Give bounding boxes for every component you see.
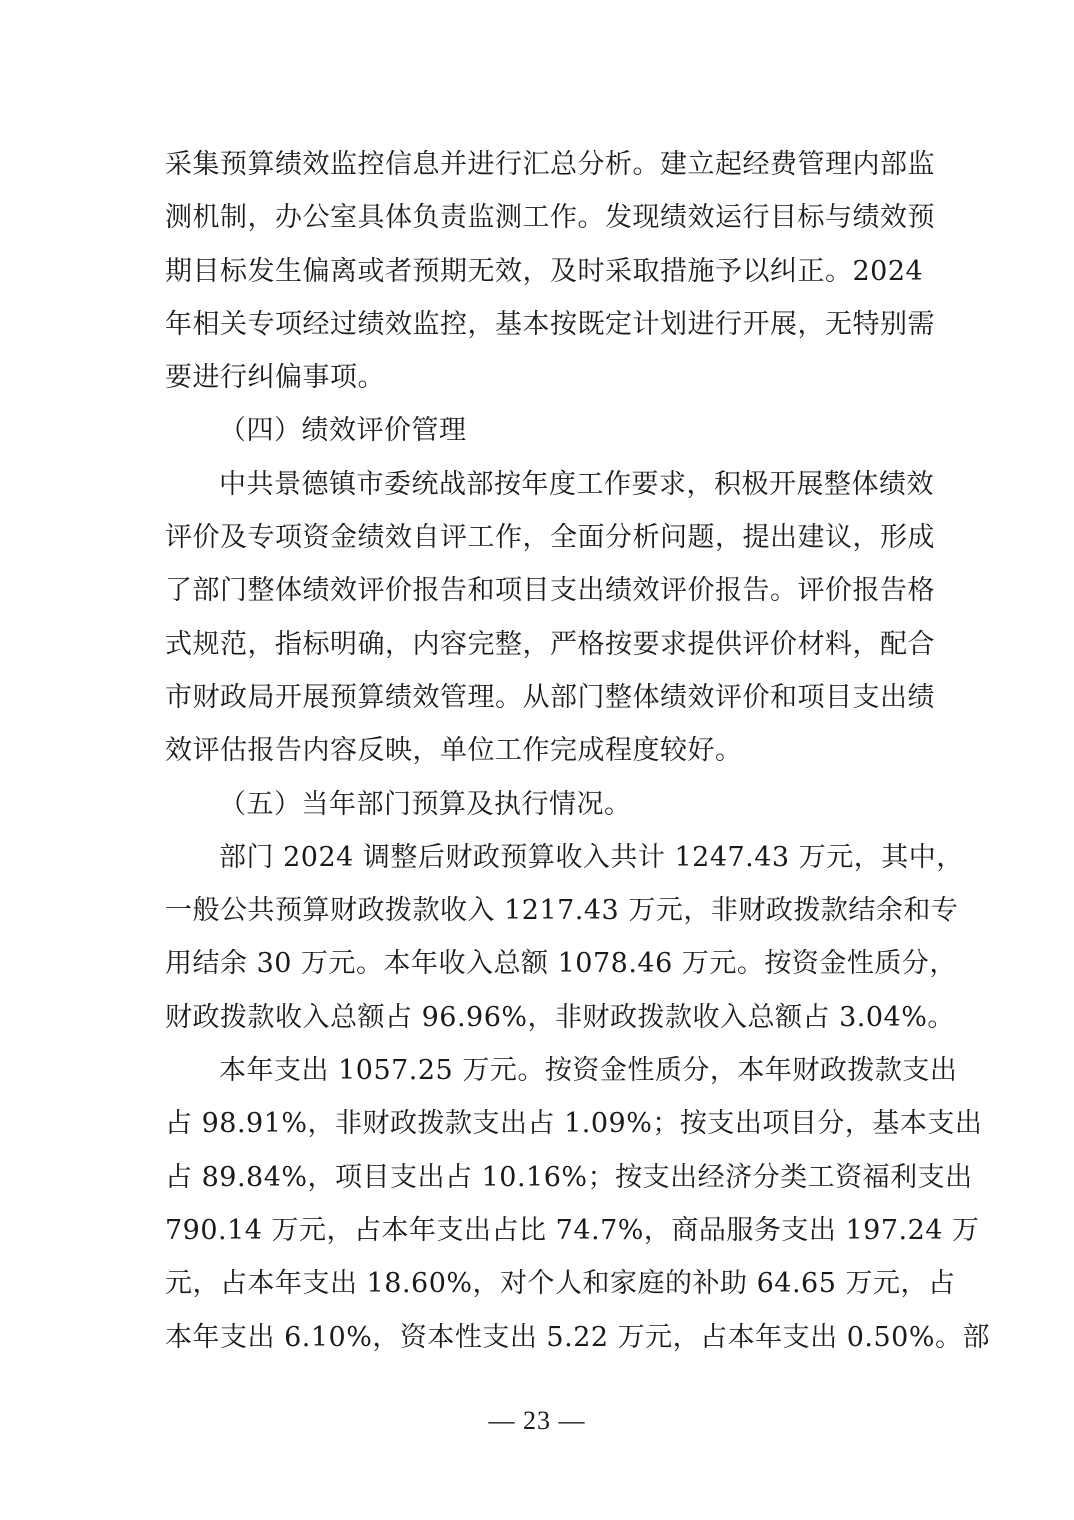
section-heading bbox=[165, 404, 913, 457]
text-line: 部门 2024 调整后财政预算收入共计 1247.43 万元，其中， bbox=[219, 841, 964, 873]
text-line: 一般公共预算财政拨款收入 1217.43 万元，非财政拨款结余和专 bbox=[165, 895, 959, 927]
paragraph bbox=[165, 1044, 990, 1364]
text-line: 本年支出 1057.25 万元。按资金性质分，本年财政拨款支出 bbox=[219, 1055, 958, 1087]
text-line: 测机制，办公室具体负责监测工作。发现绩效运行目标与绩效预 bbox=[165, 202, 935, 234]
text-line: 财政拨款收入总额占 96.96%，非财政拨款收入总额占 3.04%。 bbox=[165, 1001, 955, 1033]
text-line: 占 98.91%，非财政拨款支出占 1.09%；按支出项目分，基本支出 bbox=[165, 1108, 983, 1140]
page-number: — 23 — bbox=[488, 1406, 586, 1435]
paragraph bbox=[165, 831, 964, 1044]
text-line: 要进行纠偏事项。 bbox=[165, 362, 385, 394]
section-heading-text: （五）当年部门预算及执行情况。 bbox=[219, 788, 632, 820]
text-line: 中共景德镇市委统战部按年度工作要求，积极开展整体绩效 bbox=[219, 468, 934, 500]
text-line: 期目标发生偏离或者预期无效，及时采取措施予以纠正。2024 bbox=[165, 255, 924, 287]
text-line: 采集预算绩效监控信息并进行汇总分析。建立起经费管理内部监 bbox=[165, 149, 935, 180]
text-line: 年相关专项经过绩效监控，基本按既定计划进行开展，无特别需 bbox=[165, 308, 935, 340]
paragraph bbox=[165, 138, 935, 404]
text-line: 占 89.84%，项目支出占 10.16%；按支出经济分类工资福利支出 bbox=[165, 1161, 973, 1193]
section-heading bbox=[165, 778, 913, 831]
text-line: 式规范，指标明确，内容完整，严格按要求提供评价材料，配合 bbox=[165, 628, 935, 660]
text-line: 790.14 万元，占本年支出占比 74.7%，商品服务支出 197.24 万 bbox=[165, 1214, 980, 1246]
text-line: 评价及专项资金绩效自评工作，全面分析问题，提出建议，形成 bbox=[165, 522, 935, 554]
text-line: 效评估报告内容反映，单位工作完成程度较好。 bbox=[165, 735, 743, 767]
text-line: 用结余 30 万元。本年收入总额 1078.46 万元。按资金性质分， bbox=[165, 948, 957, 980]
text-line: 了部门整体绩效评价报告和项目支出绩效评价报告。评价报告格 bbox=[165, 575, 935, 607]
document-body bbox=[165, 138, 990, 1364]
section-heading-text: （四）绩效评价管理 bbox=[219, 415, 467, 447]
text-line: 元，占本年支出 18.60%，对个人和家庭的补助 64.65 万元，占 bbox=[165, 1268, 956, 1300]
text-line: 市财政局开展预算绩效管理。从部门整体绩效评价和项目支出绩 bbox=[165, 681, 935, 713]
text-line: 本年支出 6.10%，资本性支出 5.22 万元，占本年支出 0.50%。部 bbox=[165, 1321, 990, 1353]
paragraph bbox=[165, 458, 935, 778]
